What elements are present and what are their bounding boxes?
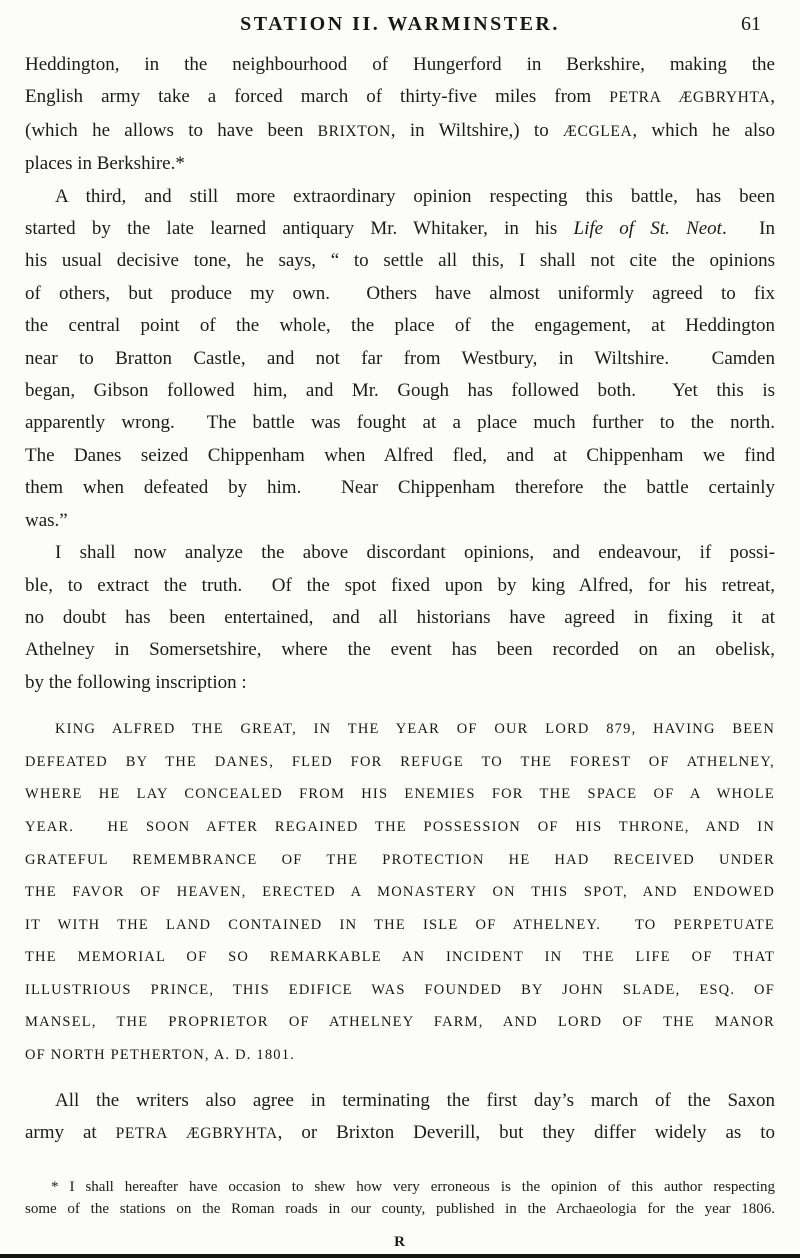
italic-text: Life of St. Neot (573, 218, 722, 240)
page-number: 61 (741, 13, 761, 35)
page-text (25, 49, 775, 1220)
paragraph-heddington (25, 49, 775, 181)
text-line: (which he allows to have been BRIXTON, in Wiltshire,) to ÆCGLEA, which he also (25, 119, 775, 141)
paragraph-footnote (25, 1177, 775, 1220)
running-header (25, 0, 775, 49)
text-line: THE FAVOR OF HEAVEN, ERECTED A MONASTERY ON THIS SPOT, AND ENDOWED (25, 884, 775, 901)
text-line: * I shall hereafter have occasion to shew how very erroneous is the opinion of this author respecting (51, 1179, 775, 1196)
text-line: MANSEL, THE PROPRIETOR OF ATHELNEY FARM, AND LORD OF THE MANOR (25, 1014, 775, 1031)
text-line: began, Gibson followed him, and Mr. Gough has followed both. Yet this is (25, 380, 775, 402)
text-line: Athelney in Somersetshire, where the event has been recorded on an obelisk, (25, 639, 775, 661)
text-line: IT WITH THE LAND CONTAINED IN THE ISLE OF ATHELNEY. TO PERPETUATE (25, 916, 775, 933)
text-line: Heddington, in the neighbourhood of Hungerford in Berkshire, making the (25, 54, 775, 75)
text-line: English army take a forced march of thirty-five miles from PETRA ÆGBRYHTA, (25, 86, 775, 108)
text-line: I shall now analyze the above discordant opinions, and endeavour, if possi- (55, 542, 775, 564)
text-line: ILLUSTRIOUS PRINCE, THIS EDIFICE WAS FOUNDED BY JOHN SLADE, ESQ. OF (25, 981, 775, 998)
text-line: The Danes seized Chippenham when Alfred fled, and at Chippenham we find (25, 444, 775, 466)
text-line: by the following inscription : (25, 671, 247, 693)
text-line: the central point of the whole, the place of the engagement, at Heddington (25, 315, 775, 337)
smallcaps-text: PETRA ÆGBRYHTA (115, 1125, 278, 1143)
text-line: All the writers also agree in terminating the first day’s march of the Saxon (55, 1089, 775, 1111)
text-line: ble, to extract the truth. Of the spot fixed upon by king Alfred, for his retreat, (25, 574, 775, 596)
text-line: DEFEATED BY THE DANES, FLED FOR REFUGE TO THE FOREST OF ATHELNEY, (25, 753, 775, 770)
signature-mark: R (394, 1234, 406, 1250)
text-line: no doubt has been entertained, and all historians have agreed in fixing it at (25, 606, 775, 628)
paragraph-whitaker-opinion (25, 181, 775, 537)
text-line: KING ALFRED THE GREAT, IN THE YEAR OF OUR LORD 879, HAVING BEEN (55, 721, 775, 738)
text-line: army at PETRA ÆGBRYHTA, or Brixton Deverill, but they differ widely as to (25, 1122, 775, 1144)
running-header-title: STATION II. WARMINSTER. (240, 13, 560, 35)
text-line: was.” (25, 509, 68, 531)
smallcaps-text: PETRA ÆGBRYHTA (609, 89, 771, 107)
text-line: THE MEMORIAL OF SO REMARKABLE AN INCIDENT IN THE LIFE OF THAT (25, 949, 775, 966)
smallcaps-text: BRIXTON (317, 122, 391, 140)
text-line: WHERE HE LAY CONCEALED FROM HIS ENEMIES FOR THE SPACE OF A WHOLE (25, 786, 775, 803)
paragraph-analyze-opinions (25, 537, 775, 699)
text-line: started by the late learned antiquary Mr. Whitaker, in his Life of St. Neot. In (25, 218, 775, 240)
text-line: of others, but produce my own. Others have almost uniformly agreed to fix (25, 282, 775, 304)
scan-edge-bar (0, 1254, 800, 1258)
text-line: A third, and still more extraordinary opinion respecting this battle, has been (55, 185, 775, 207)
paragraph-writers-agree (25, 1085, 775, 1151)
paragraph-obelisk-inscription (25, 713, 775, 1072)
text-line: some of the stations on the Roman roads in our county, published in the Archaeologia for the year 1806. (25, 1200, 775, 1217)
text-line: apparently wrong. The battle was fought at a place much further to the north. (25, 412, 775, 434)
smallcaps-text: ÆCGLEA (563, 122, 633, 140)
text-line: near to Bratton Castle, and not far from Westbury, in Wiltshire. Camden (25, 347, 775, 369)
text-line: OF NORTH PETHERTON, A. D. 1801. (25, 1047, 296, 1064)
text-line: places in Berkshire.* (25, 153, 185, 175)
text-line: his usual decisive tone, he says, “ to settle all this, I shall not cite the opinions (25, 250, 775, 272)
text-line: YEAR. HE SOON AFTER REGAINED THE POSSESSION OF HIS THRONE, AND IN (25, 818, 775, 835)
text-line: GRATEFUL REMEMBRANCE OF THE PROTECTION HE HAD RECEIVED UNDER (25, 851, 775, 868)
text-line: them when defeated by him. Near Chippenham therefore the battle certainly (25, 477, 775, 499)
